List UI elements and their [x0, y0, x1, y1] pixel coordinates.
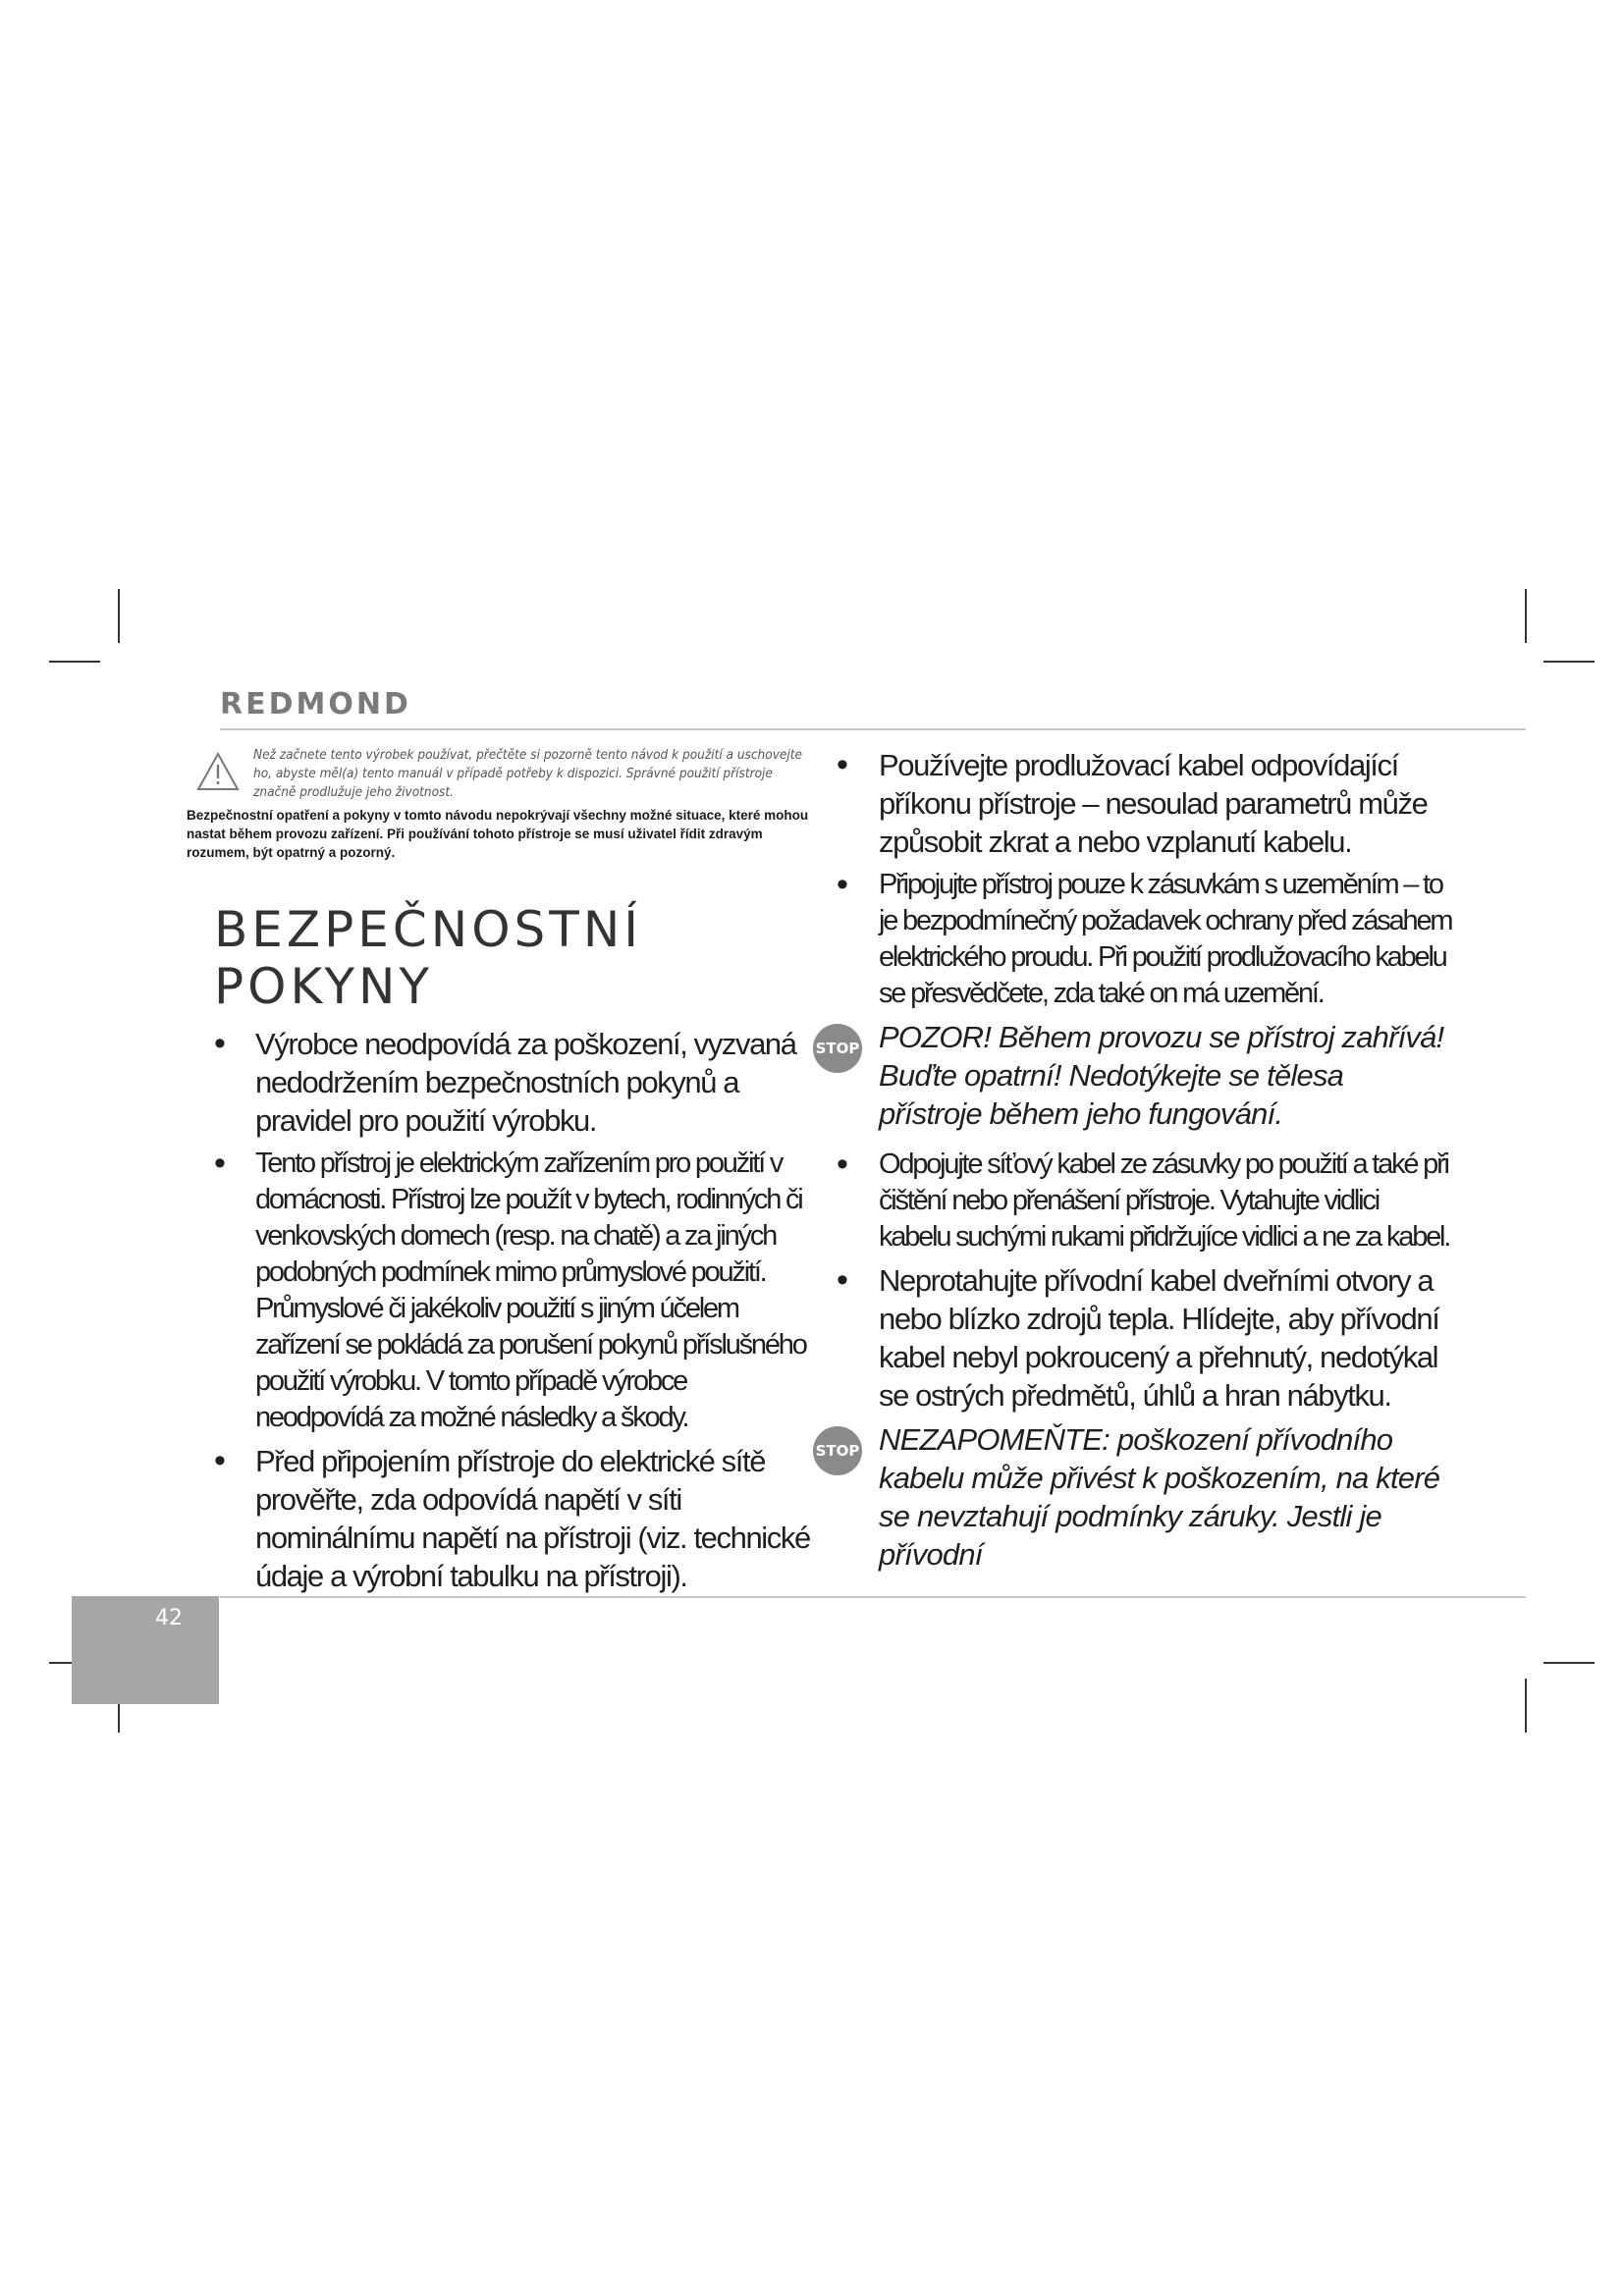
list-item: • Připojujte přístroj pouze k zásuvkám s uzeměním – to je bezpodmínečný požadavek ochrany před zásahem elektrického proudu. Při použití prodlužovacího kabelu se přesvědčete, zda také on má uzemění.: [825, 867, 1453, 1012]
intro-bold: Bezpečnostní opatření a pokyny v tomto návodu nepokrývají všechny možné situace, které mohou nastat během provozu zařízení. Při používání tohoto přístroje se musí uživatel řídit zdravým rozumem, být opatrný a pozorný.: [187, 808, 809, 860]
list-item: • Výrobce neodpovídá za poškození, vyzvaná nedodržením bezpečnostních pokynů a pravidel pro použití výrobku.: [187, 1025, 815, 1140]
page-number: 42: [155, 1606, 183, 1630]
brand-logo: REDMOND: [220, 687, 411, 721]
crop-mark: [49, 661, 100, 663]
crop-mark: [1543, 1662, 1595, 1664]
stop-icon: STOP: [813, 1426, 862, 1475]
list-item: • Používejte prodlužovací kabel odpovídající příkonu přístroje – nesoulad parametrů může způsobit zkrat a nebo vzplanutí kabelu.: [825, 746, 1453, 861]
stop-note-2: [815, 1420, 1453, 1574]
crop-mark: [118, 589, 120, 643]
right-bullet-list-a: [825, 746, 1453, 1012]
intro-italic: Než začnete tento výrobek používat, přečtěte si pozorně tento návod k použití a uschovejte ho, abyste měl(a) tento manuál v případě potřeby k dispozici. Správné použití přístroje značně prodlužuje jeho životnost.: [253, 747, 802, 800]
left-bullet-list: [187, 1025, 815, 1595]
right-column: [815, 746, 1453, 1587]
list-item: • Odpojujte síťový kabel ze zásuvky po použití a také při čištění nebo přenášení přístroje. Vytahujte vidlici kabelu suchými rukami přidržujíce vidlici a ne za kabel.: [825, 1147, 1453, 1255]
list-item: • Před připojením přístroje do elektrické sítě prověřte, zda odpovídá napětí v síti nominálnímu napětí na přístroji (viz. technické údaje a výrobní tabulku na přístroji).: [187, 1442, 815, 1595]
page-number-box: [72, 1596, 219, 1704]
section-title: BEZPEČNOSTNÍ POKYNY: [214, 901, 642, 1015]
crop-mark: [1525, 1679, 1527, 1733]
stop-icon: STOP: [813, 1024, 862, 1073]
list-item: • Tento přístroj je elektrickým zařízením pro použití v domácnosti. Přístroj lze použít v bytech, rodinných či venkovských domech (resp. na chatě) a za jiných podobných podmínek mimo průmyslové použití. Průmyslové či jakékoliv použití s jiným účelem zařízení se pokládá za porušení pokynů příslušného použití výrobku. V tomto případě výrobce neodpovídá za možné následky a škody.: [187, 1146, 815, 1436]
list-item: • Neprotahujte přívodní kabel dveřními otvory a nebo blízko zdrojů tepla. Hlídejte, aby přívodní kabel nebyl pokroucený a přehnutý, nedotýkal se ostrých předmětů, úhlů a hran nábytku.: [825, 1261, 1453, 1415]
header-rule: [220, 728, 1526, 730]
left-column: [187, 746, 815, 1601]
right-bullet-list-b: [825, 1147, 1453, 1415]
stop-note-text: NEZAPOMEŇTE: poškození přívodního kabelu může přivést k poškozením, na které se nevztahují podmínky záruky. Jestli je přívodní: [879, 1422, 1440, 1572]
warning-icon: [196, 752, 240, 791]
crop-mark: [1543, 661, 1595, 663]
stop-note-text: POZOR! Během provozu se přístroj zahřívá! Buďte opatrní! Nedotýkejte se tělesa přístroje během jeho fungování.: [879, 1020, 1444, 1131]
stop-note-1: [815, 1018, 1453, 1133]
crop-mark: [1525, 589, 1527, 643]
intro-block: [187, 746, 815, 802]
